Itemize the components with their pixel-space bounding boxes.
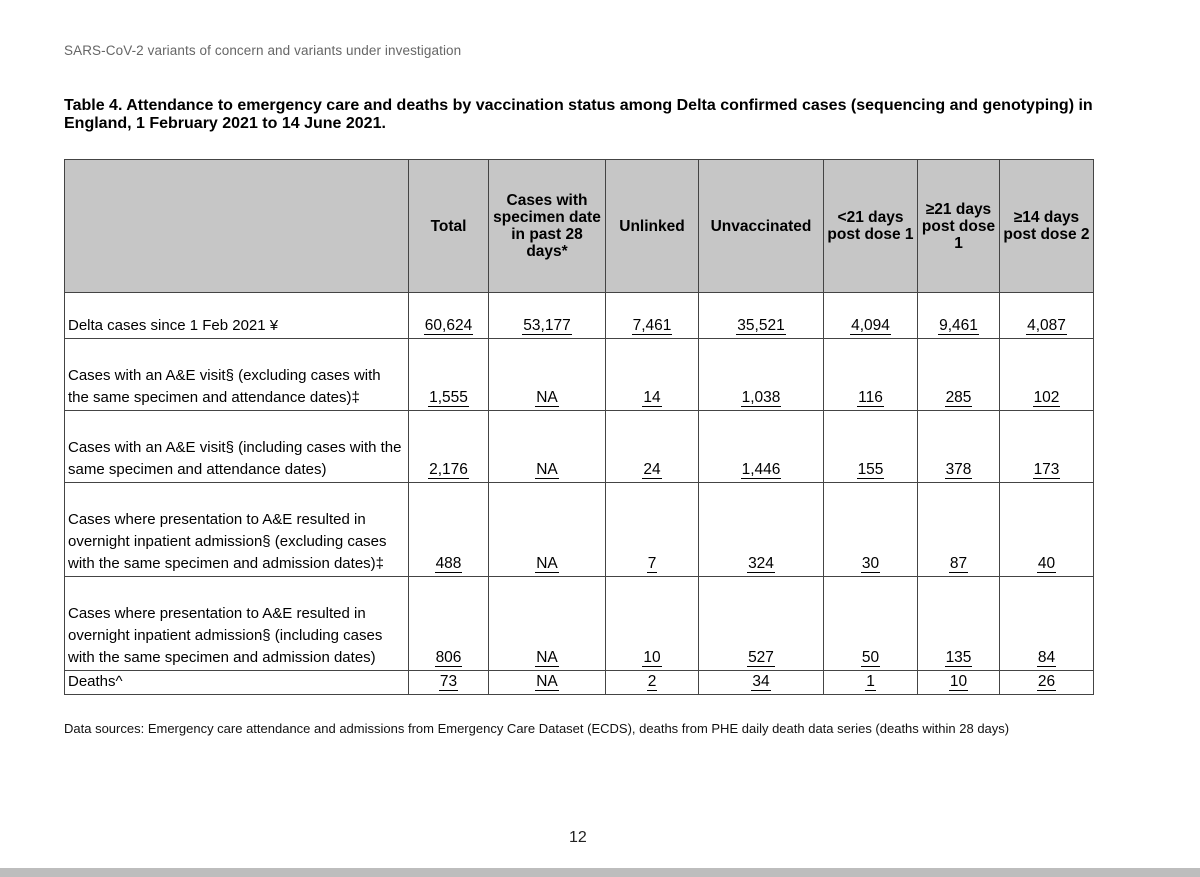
table-cell: [699, 577, 824, 671]
cell-value: 34: [752, 673, 770, 690]
table-cell: [606, 411, 699, 483]
cell-value: 324: [748, 555, 774, 572]
table-cell: [489, 671, 606, 695]
cell-value: 1,555: [429, 389, 468, 406]
cell-value: 2,176: [429, 461, 468, 478]
header-cell-lt21-dose1: <21 days post dose 1: [824, 160, 918, 293]
cell-value: 50: [861, 649, 880, 666]
cell-value: 378: [945, 461, 972, 478]
table-cell: [489, 577, 606, 671]
header-cell-unvaccinated: Unvaccinated: [699, 160, 824, 293]
cell-value: NA: [536, 461, 558, 478]
table-cell: [824, 411, 918, 483]
table-cell: [1000, 483, 1094, 577]
table-cell: [489, 483, 606, 577]
cell-value: 30: [861, 555, 880, 572]
cell-value: 87: [949, 555, 968, 572]
cell-value: 527: [748, 649, 774, 666]
cell-value: 9,461: [939, 317, 978, 334]
table-cell: [1000, 411, 1094, 483]
table-cell: [409, 339, 489, 411]
running-header: SARS-CoV-2 variants of concern and variants under investigation: [64, 43, 462, 58]
cell-value: 4,087: [1027, 317, 1066, 334]
row-label: Cases with an A&E visit§ (including cases with the same specimen and attendance dates): [65, 411, 409, 483]
cell-value: 806: [435, 649, 462, 666]
row-label: Cases with an A&E visit§ (excluding cases with the same specimen and attendance dates)‡: [65, 339, 409, 411]
table-cell: [699, 483, 824, 577]
table-row: [65, 411, 1094, 483]
data-table: [64, 159, 1094, 695]
table-cell: [824, 671, 918, 695]
table-cell: [606, 293, 699, 339]
table-cell: [606, 671, 699, 695]
cell-value: 4,094: [851, 317, 890, 334]
header-cell-ge21-dose1: ≥21 days post dose 1: [918, 160, 1000, 293]
header-cell-unlinked: Unlinked: [606, 160, 699, 293]
cell-value: 488: [435, 555, 462, 572]
cell-value: 116: [858, 389, 883, 406]
table-cell: [918, 483, 1000, 577]
table-cell: [824, 483, 918, 577]
table-cell: [1000, 293, 1094, 339]
table-cell: [699, 411, 824, 483]
row-label: Cases where presentation to A&E resulted in overnight inpatient admission§ (excluding cases with the same specimen and admission dates)‡: [65, 483, 409, 577]
cell-value: 1: [866, 673, 875, 690]
table-cell: [606, 577, 699, 671]
table-cell: [918, 293, 1000, 339]
table-cell: [699, 293, 824, 339]
table-cell: [409, 577, 489, 671]
table-cell: [489, 293, 606, 339]
header-cell-label: [65, 160, 409, 293]
table-cell: [918, 577, 1000, 671]
table-cell: [918, 671, 1000, 695]
cell-value: 285: [945, 389, 972, 406]
cell-value: 40: [1037, 555, 1056, 572]
table-cell: [489, 411, 606, 483]
cell-value: 7,461: [632, 317, 672, 334]
cell-value: 155: [857, 461, 884, 478]
cell-value: 60,624: [424, 317, 473, 334]
table-header-row: [65, 160, 1094, 293]
cell-value: 7: [647, 555, 657, 572]
cell-value: 14: [643, 389, 661, 406]
cell-value: 2: [647, 673, 657, 690]
header-cell-total: Total: [409, 160, 489, 293]
table-cell: [918, 339, 1000, 411]
table-cell: [824, 577, 918, 671]
cell-value: 173: [1033, 461, 1060, 478]
cell-value: 10: [949, 673, 968, 690]
cell-value: 26: [1037, 673, 1056, 690]
table-cell: [606, 339, 699, 411]
data-sources-footnote: Data sources: Emergency care attendance and admissions from Emergency Care Dataset (ECDS), deaths from PHE daily death data series (deaths within 28 days): [64, 721, 1010, 736]
cell-value: NA: [536, 555, 558, 572]
cell-value: 135: [945, 649, 972, 666]
table-row: [65, 483, 1094, 577]
cell-value: 73: [439, 673, 458, 690]
table-cell: [699, 671, 824, 695]
table-cell: [409, 483, 489, 577]
cell-value: 84: [1037, 649, 1056, 666]
cell-value: 24: [643, 461, 661, 478]
cell-value: NA: [536, 673, 558, 690]
table-cell: [1000, 577, 1094, 671]
table-cell: [918, 411, 1000, 483]
table-cell: [409, 411, 489, 483]
table-row: [65, 339, 1094, 411]
cell-value: NA: [536, 389, 558, 406]
table-row: [65, 293, 1094, 339]
row-label: Delta cases since 1 Feb 2021 ¥: [65, 293, 409, 339]
cell-value: 1,446: [741, 461, 781, 478]
table-cell: [409, 293, 489, 339]
row-label: Cases where presentation to A&E resulted in overnight inpatient admission§ (including cases with the same specimen and admission dates): [65, 577, 409, 671]
cell-value: 1,038: [741, 389, 781, 406]
table-row: [65, 671, 1094, 695]
viewer-bottom-bar: [0, 868, 1200, 877]
table-caption: Table 4. Attendance to emergency care and deaths by vaccination status among Delta confirmed cases (sequencing and genotyping) in England, 1 February 2021 to 14 June 2021.: [64, 97, 1093, 132]
table-cell: [824, 339, 918, 411]
page-number: 12: [569, 829, 587, 846]
header-cell-ge14-dose2: ≥14 days post dose 2: [1000, 160, 1094, 293]
table-cell: [699, 339, 824, 411]
table-cell: [824, 293, 918, 339]
header-cell-past-28-days: Cases with specimen date in past 28 days*: [489, 160, 606, 293]
cell-value: 35,521: [737, 317, 785, 334]
cell-value: 10: [643, 649, 661, 666]
cell-value: NA: [536, 649, 558, 666]
row-label: Deaths^: [65, 671, 409, 695]
table-cell: [1000, 671, 1094, 695]
table-cell: [409, 671, 489, 695]
table-row: [65, 577, 1094, 671]
cell-value: 53,177: [523, 317, 571, 334]
table-cell: [606, 483, 699, 577]
table-cell: [489, 339, 606, 411]
table-cell: [1000, 339, 1094, 411]
cell-value: 102: [1033, 389, 1060, 406]
